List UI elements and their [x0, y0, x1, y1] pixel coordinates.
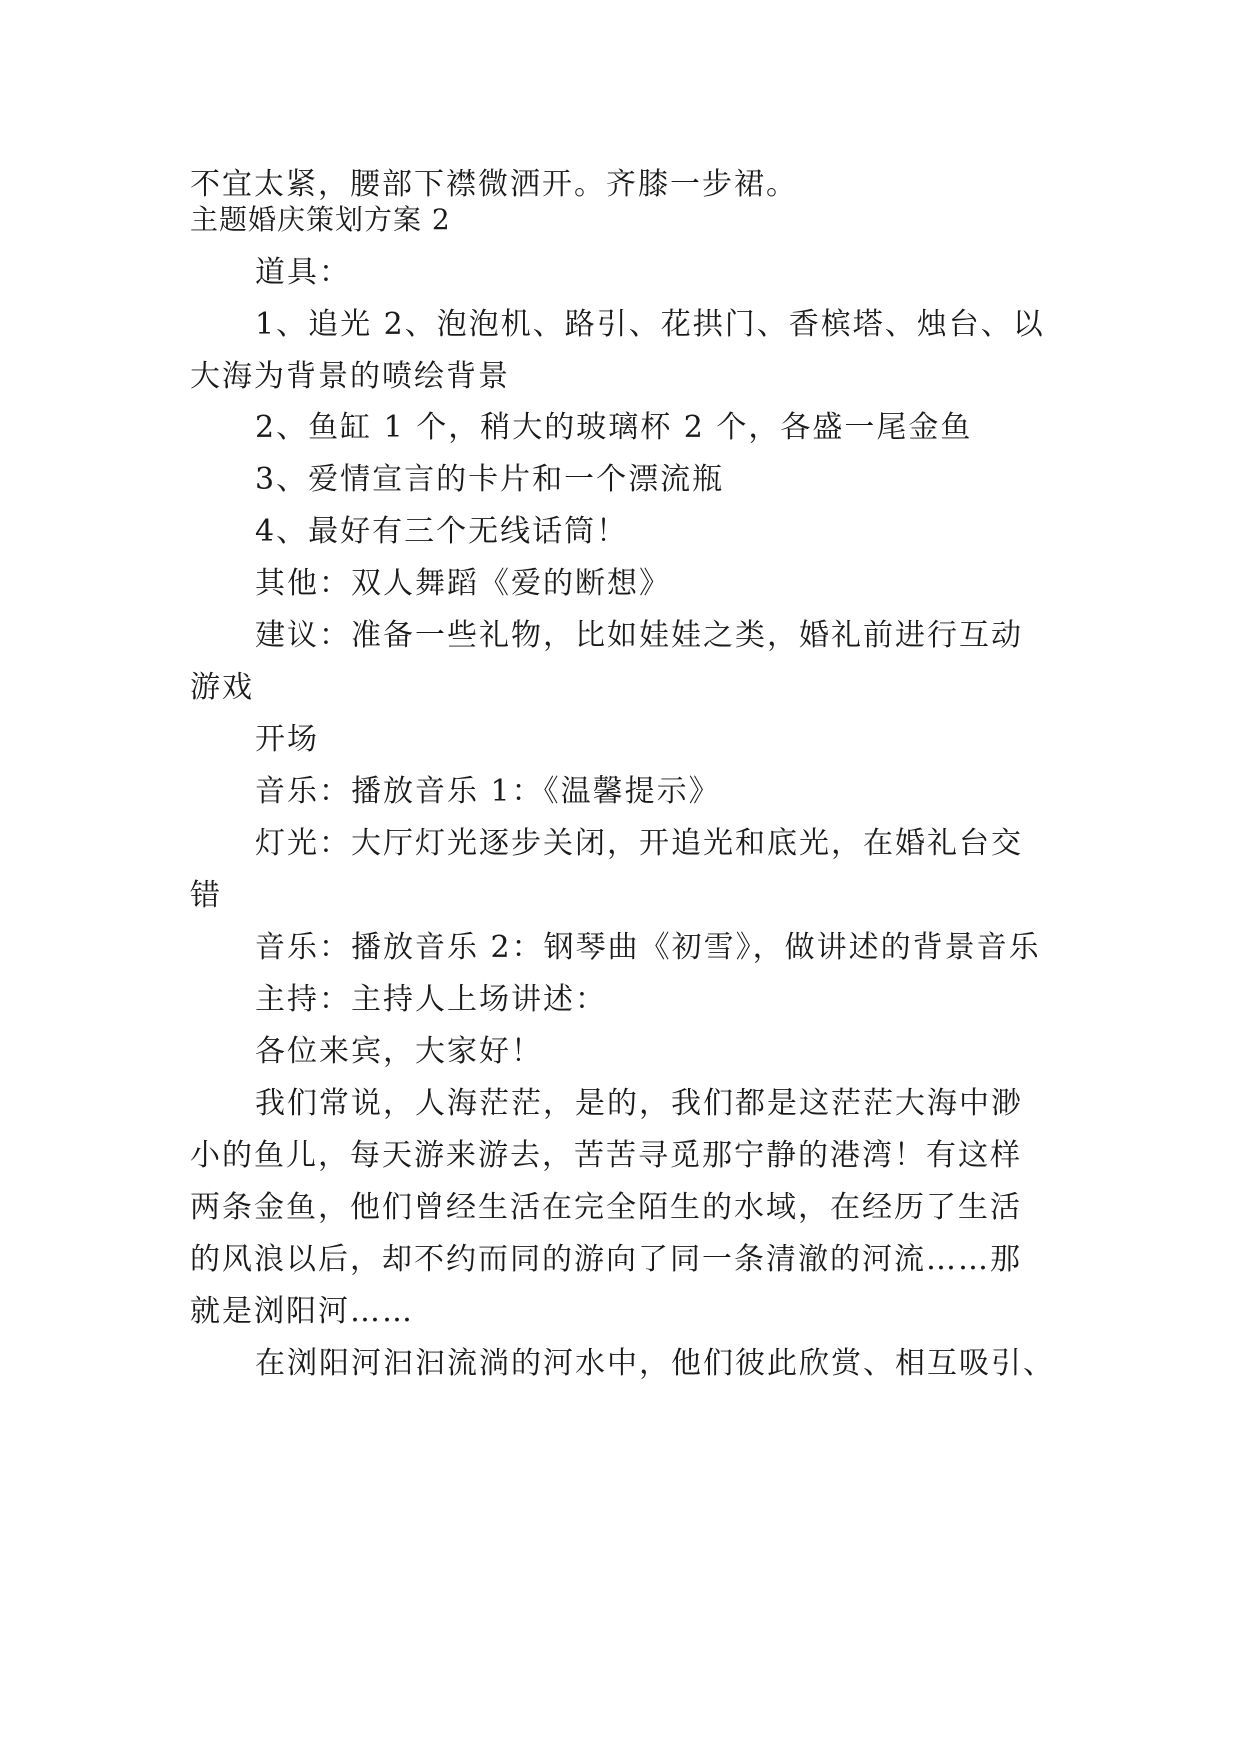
body-text-line: 的风浪以后，却不约而同的游向了同一条清澈的河流……那	[190, 1242, 1022, 1277]
list-item: 3、爱情宣言的卡片和一个漂流瓶	[255, 462, 725, 497]
body-text-line: 开场	[255, 722, 319, 757]
body-text-line: 我们常说，人海茫茫，是的，我们都是这茫茫大海中渺	[255, 1086, 1023, 1121]
body-text-line: 建议：准备一些礼物，比如娃娃之类，婚礼前进行互动	[255, 618, 1023, 653]
section-heading: 主题婚庆策划方案 2	[190, 203, 451, 236]
body-text-line: 在浏阳河汩汩流淌的河水中，他们彼此欣赏、相互吸引、	[255, 1346, 1055, 1381]
body-text-line: 音乐：播放音乐 1：《温馨提示》	[255, 774, 721, 809]
list-item: 4、最好有三个无线话筒！	[255, 514, 629, 549]
body-text-line: 各位来宾，大家好！	[255, 1034, 543, 1069]
body-text-line: 道具：	[255, 255, 351, 290]
body-text-line: 灯光：大厅灯光逐步关闭，开追光和底光，在婚礼台交	[255, 826, 1023, 861]
body-text-line: 就是浏阳河……	[190, 1294, 414, 1329]
list-item: 2、鱼缸 1 个，稍大的玻璃杯 2 个，各盛一尾金鱼	[255, 410, 973, 445]
body-text-line: 音乐：播放音乐 2：钢琴曲《初雪》，做讲述的背景音乐	[255, 930, 1041, 965]
list-item: 1、追光 2、泡泡机、路引、花拱门、香槟塔、烛台、以	[255, 307, 1045, 342]
body-text-line: 两条金鱼，他们曾经生活在完全陌生的水域，在经历了生活	[190, 1190, 1022, 1225]
body-text-line: 不宜太紧，腰部下襟微洒开。齐膝一步裙。	[190, 167, 798, 202]
body-text-line: 错	[190, 878, 222, 913]
body-text-line: 大海为背景的喷绘背景	[190, 359, 510, 394]
body-text-line: 主持：主持人上场讲述：	[255, 982, 607, 1017]
body-text-line: 小的鱼儿，每天游来游去，苦苦寻觅那宁静的港湾！有这样	[190, 1138, 1022, 1173]
body-text-line: 游戏	[190, 670, 254, 705]
body-text-line: 其他：双人舞蹈《爱的断想》	[255, 566, 671, 601]
